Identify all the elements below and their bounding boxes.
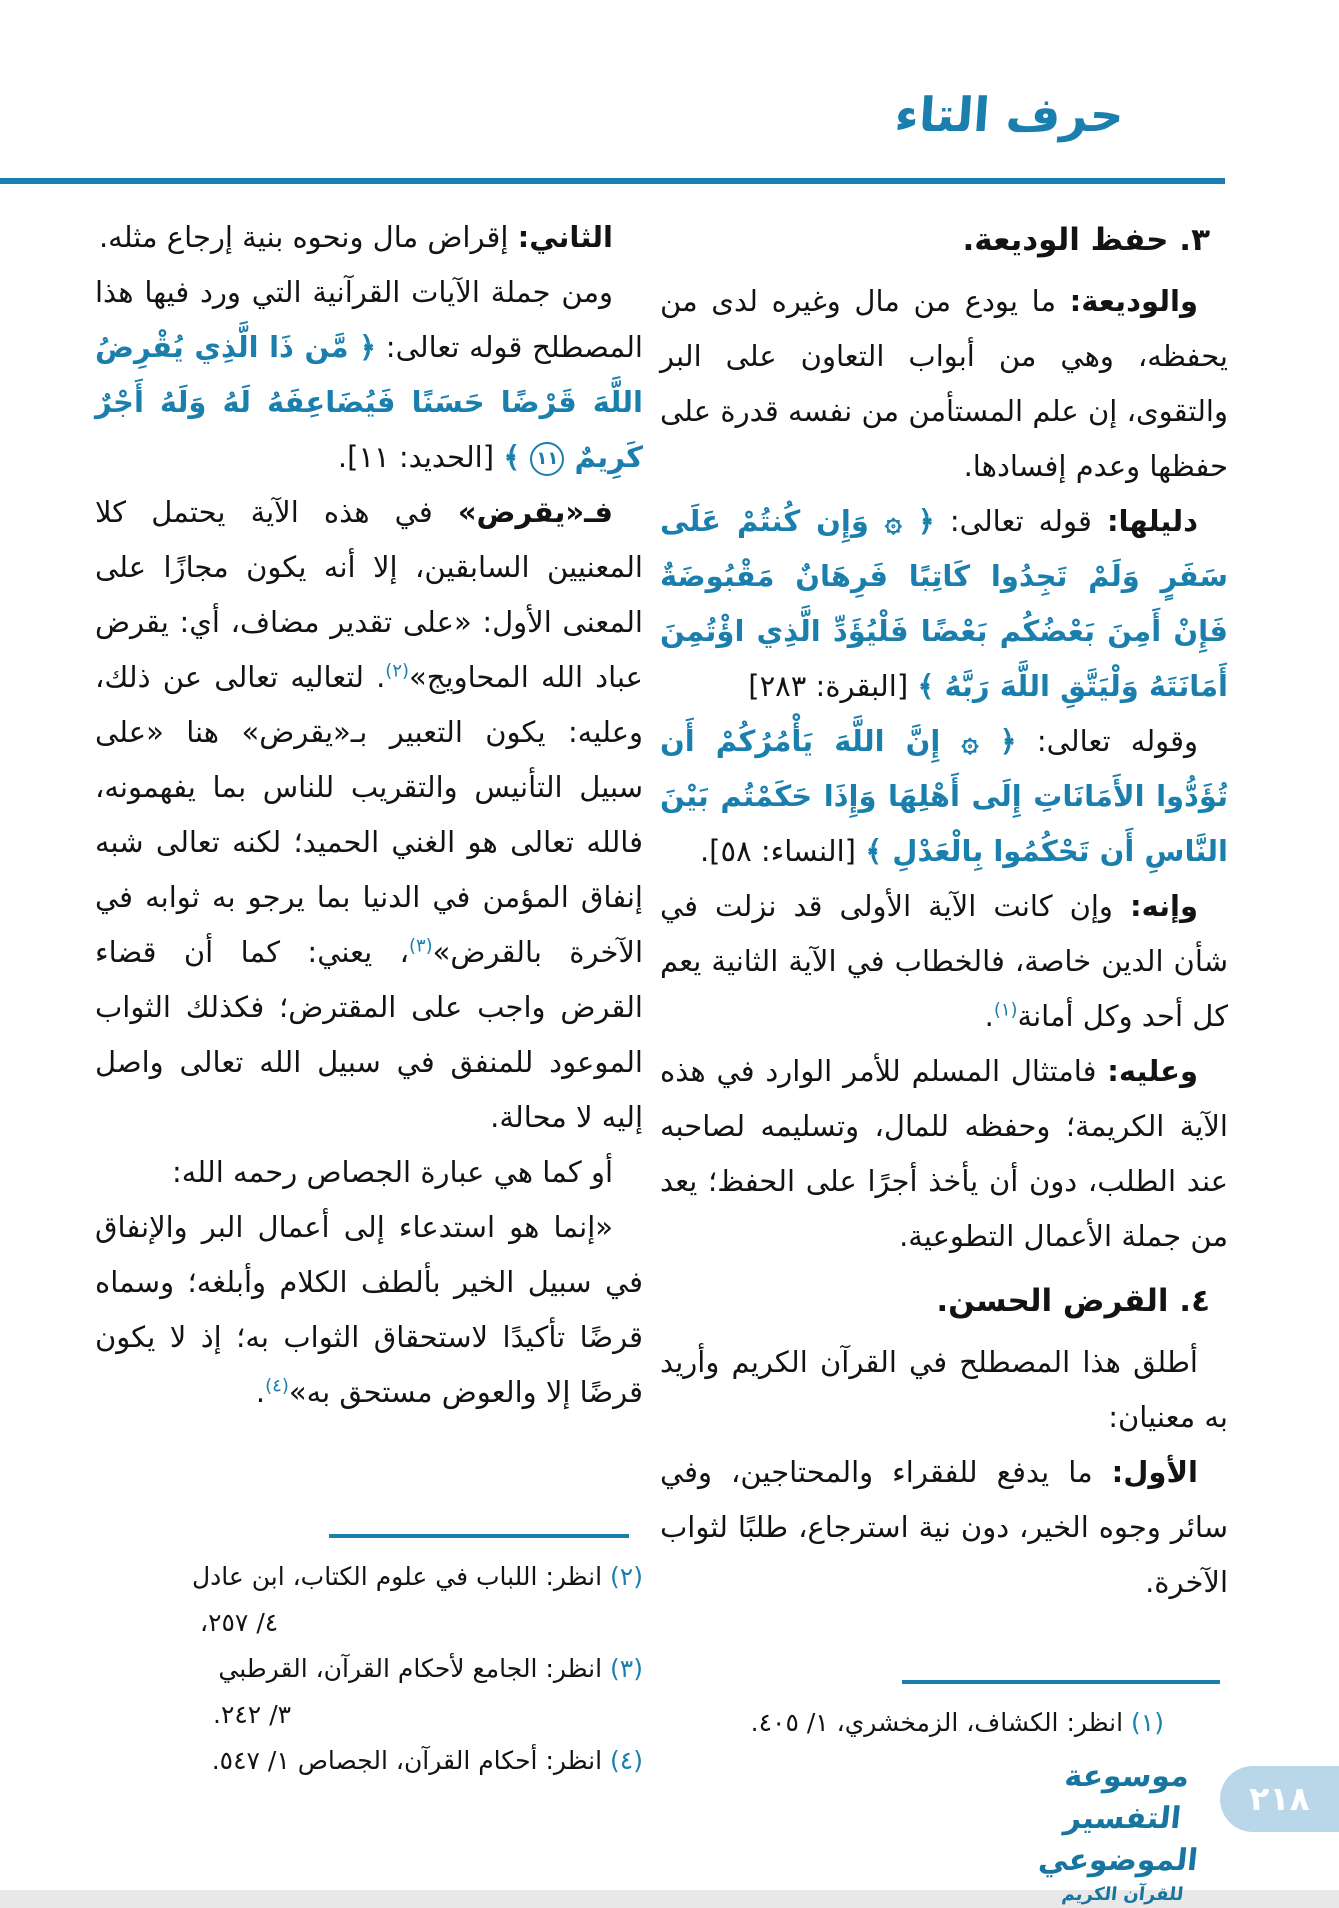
paragraph (660, 1044, 1228, 1264)
paragraph (660, 274, 1228, 494)
paragraph (660, 1445, 1228, 1610)
paragraph-lead: فـ«يقرض» (457, 495, 613, 529)
footnote-text: انظر: اللباب في علوم الكتاب، ابن عادل (191, 1562, 611, 1591)
paragraph-text: إقراض مال ونحوه بنية إرجاع مثله. (98, 220, 518, 254)
paragraph-with-verse (660, 494, 1228, 714)
verse-reference: [النساء: ٥٨]. (699, 834, 866, 868)
paragraph-text: ، يعني: كما أن قضاء القرض واجب على المقترض؛ فكذلك الثواب الموعود للمنفق في سبيل الله تعالى واصل إليه لا محالة. (95, 935, 643, 1134)
paragraph-text: . لتعاليه تعالى عن ذلك، وعليه: يكون التعبير بـ«يقرض» هنا «على سبيل التأنيس والتقريب للناس بما يفهمونه، فالله تعالى هو الغني الحميد؛ لكنه تعالى شبه إنفاق المؤمن في الدنيا بما يرجو به ثوابه في الآخرة بالقرض» (95, 660, 644, 969)
footnote-marker: (٣) (408, 935, 433, 957)
footnote-number: (٤) (610, 1746, 643, 1775)
paragraph-text: ومن جملة الآيات القرآنية التي ورد فيها هذا المصطلح قوله تعالى: (95, 275, 643, 364)
column-left (95, 210, 643, 1420)
quran-verse: ﴿ مَّن ذَا الَّذِي يُقْرِضُ اللَّهَ قَرْضًا حَسَنًا فَيُضَاعِفَهُ لَهُ وَلَهُ أَجْرٌ كَرِيمٌ (95, 330, 643, 474)
footnote-text: انظر: أحكام القرآن، الجصاص ١/ ٥٤٧. (211, 1746, 611, 1775)
paragraph-text: ما يودع من مال وغيره لدى من يحفظه، وهي من أبواب التعاون على البر والتقوى، إن علم المستأمن من نفسه قدرة على حفظها وعدم إفسادها. (660, 284, 1228, 483)
verse-reference: [الحديد: ١١]. (337, 440, 504, 474)
publisher-logo (1005, 1756, 1240, 1908)
paragraph (95, 1200, 643, 1420)
paragraph-lead: وعليه: (1107, 1054, 1198, 1088)
paragraph: أو كما هي عبارة الجصاص رحمه الله: (171, 1155, 613, 1189)
paragraph-lead: الأول: (1111, 1455, 1198, 1489)
footnotes-left (95, 1534, 643, 1784)
paragraph-lead: والوديعة: (1069, 284, 1198, 318)
paragraph-text: . (984, 999, 994, 1033)
chapter-title: حرف التاء (893, 88, 1126, 143)
paragraph-text: . (255, 1375, 266, 1409)
paragraph (95, 210, 643, 265)
footnote-number: (٣) (610, 1654, 643, 1683)
footnote-continuation: ٣/ ٢٤٢. (213, 1700, 292, 1729)
paragraph-text: قوله تعالى: (934, 504, 1107, 538)
paragraph-lead: وإنه: (1129, 889, 1198, 923)
quran-verse: ﴿ ۞ وَإِن كُنتُمْ عَلَى سَفَرٍ وَلَمْ تَجِدُوا كَاتِبًا فَرِهَانٌ مَقْبُوضَةٌ فَإِنْ أَمِنَ بَعْضُكُم بَعْضًا فَلْيُؤَدِّ الَّذِي اؤْتُمِنَ أَمَانَتَهُ وَلْيَتَّقِ اللَّهَ رَبَّهُ ﴾ (660, 504, 1228, 703)
footnote-separator (329, 1534, 629, 1538)
header-rule (0, 178, 1225, 184)
footnote-entry (660, 1700, 1228, 1746)
footnote-text: انظر: الجامع لأحكام القرآن، القرطبي (218, 1654, 611, 1683)
paragraph (660, 879, 1228, 1044)
footnote-marker: (٤) (265, 1375, 289, 1397)
section-heading-3: ٣. حفظ الوديعة. (962, 222, 1210, 258)
ayah-number-ornament: ١١ (530, 442, 564, 476)
paragraph-lead: دليلها: (1106, 504, 1199, 538)
paragraph-text: «إنما هو استدعاء إلى أعمال البر والإنفاق في سبيل الخير بألطف الكلام وأبلغه؛ وسماه قرضًا تأكيدًا لاستحقاق الثواب به؛ إذ لا يكون قرضًا إلا والعوض مستحق به» (95, 1210, 643, 1409)
footnote-marker: (٢) (385, 660, 410, 682)
verse-closing-bracket: ﴾ (503, 440, 531, 474)
paragraph-text: ما يدفع للفقراء والمحتاجين، وفي سائر وجوه الخير، دون نية استرجاع، طلبًا لثواب الآخرة. (660, 1455, 1228, 1599)
paragraph-text: في هذه الآية يحتمل كلا المعنيين السابقين، إلا أنه يكون مجازًا على المعنى الأول: «على تقدير مضاف، أي: يقرض عباد الله المحاويج» (95, 495, 643, 694)
footnote-number: (٢) (610, 1562, 643, 1591)
paragraph-lead: الثاني: (517, 220, 613, 254)
footnote-separator (902, 1680, 1220, 1684)
paragraph-text: فامتثال المسلم للأمر الوارد في هذه الآية الكريمة؛ وحفظه للمال، وتسليمه لصاحبه عند الطلب، دون أن يأخذ أجرًا على الحفظ؛ يعد من جملة الأعمال التطوعية. (660, 1054, 1228, 1253)
quran-verse: ﴿ ۞ إِنَّ اللَّهَ يَأْمُرُكُمْ أَن تُؤَدُّوا الأَمَانَاتِ إِلَى أَهْلِهَا وَإِذَا حَكَمْتُم بَيْنَ النَّاسِ أَن تَحْكُمُوا بِالْعَدْلِ ﴾ (660, 724, 1228, 868)
paragraph-with-verse (95, 265, 643, 485)
paragraph: أطلق هذا المصطلح في القرآن الكريم وأريد به معنيان: (660, 1345, 1228, 1434)
paragraph-text: وإن كانت الآية الأولى قد نزلت في شأن الدين خاصة، فالخطاب في الآية الثانية يعم كل أحد وكل أمانة (660, 889, 1228, 1033)
footnote-continuation: ٤/ ٢٥٧، (200, 1608, 279, 1637)
section-heading-4: ٤. القرض الحسن. (936, 1283, 1210, 1319)
logo-title: موسوعة التفسير الموضوعي (1036, 1759, 1200, 1878)
column-right (660, 203, 1228, 1610)
footnote-marker: (١) (993, 999, 1018, 1021)
footnotes-right (660, 1680, 1228, 1746)
footnote-text: انظر: الكشاف، الزمخشري، ١/ ٤٠٥. (750, 1708, 1132, 1737)
verse-reference: [البقرة: ٢٨٣] (748, 669, 918, 703)
footnote-entry (95, 1738, 643, 1784)
page-number-badge: ٢١٨ (1220, 1766, 1339, 1832)
footnote-entry (95, 1554, 643, 1600)
paragraph-with-verse (660, 714, 1228, 879)
footnote-entry (95, 1646, 643, 1692)
paragraph (95, 485, 643, 1145)
paragraph-text: وقوله تعالى: (1016, 724, 1198, 758)
footnote-number: (١) (1131, 1708, 1164, 1737)
logo-subtitle: للقرآن الكريم (1060, 1884, 1185, 1905)
